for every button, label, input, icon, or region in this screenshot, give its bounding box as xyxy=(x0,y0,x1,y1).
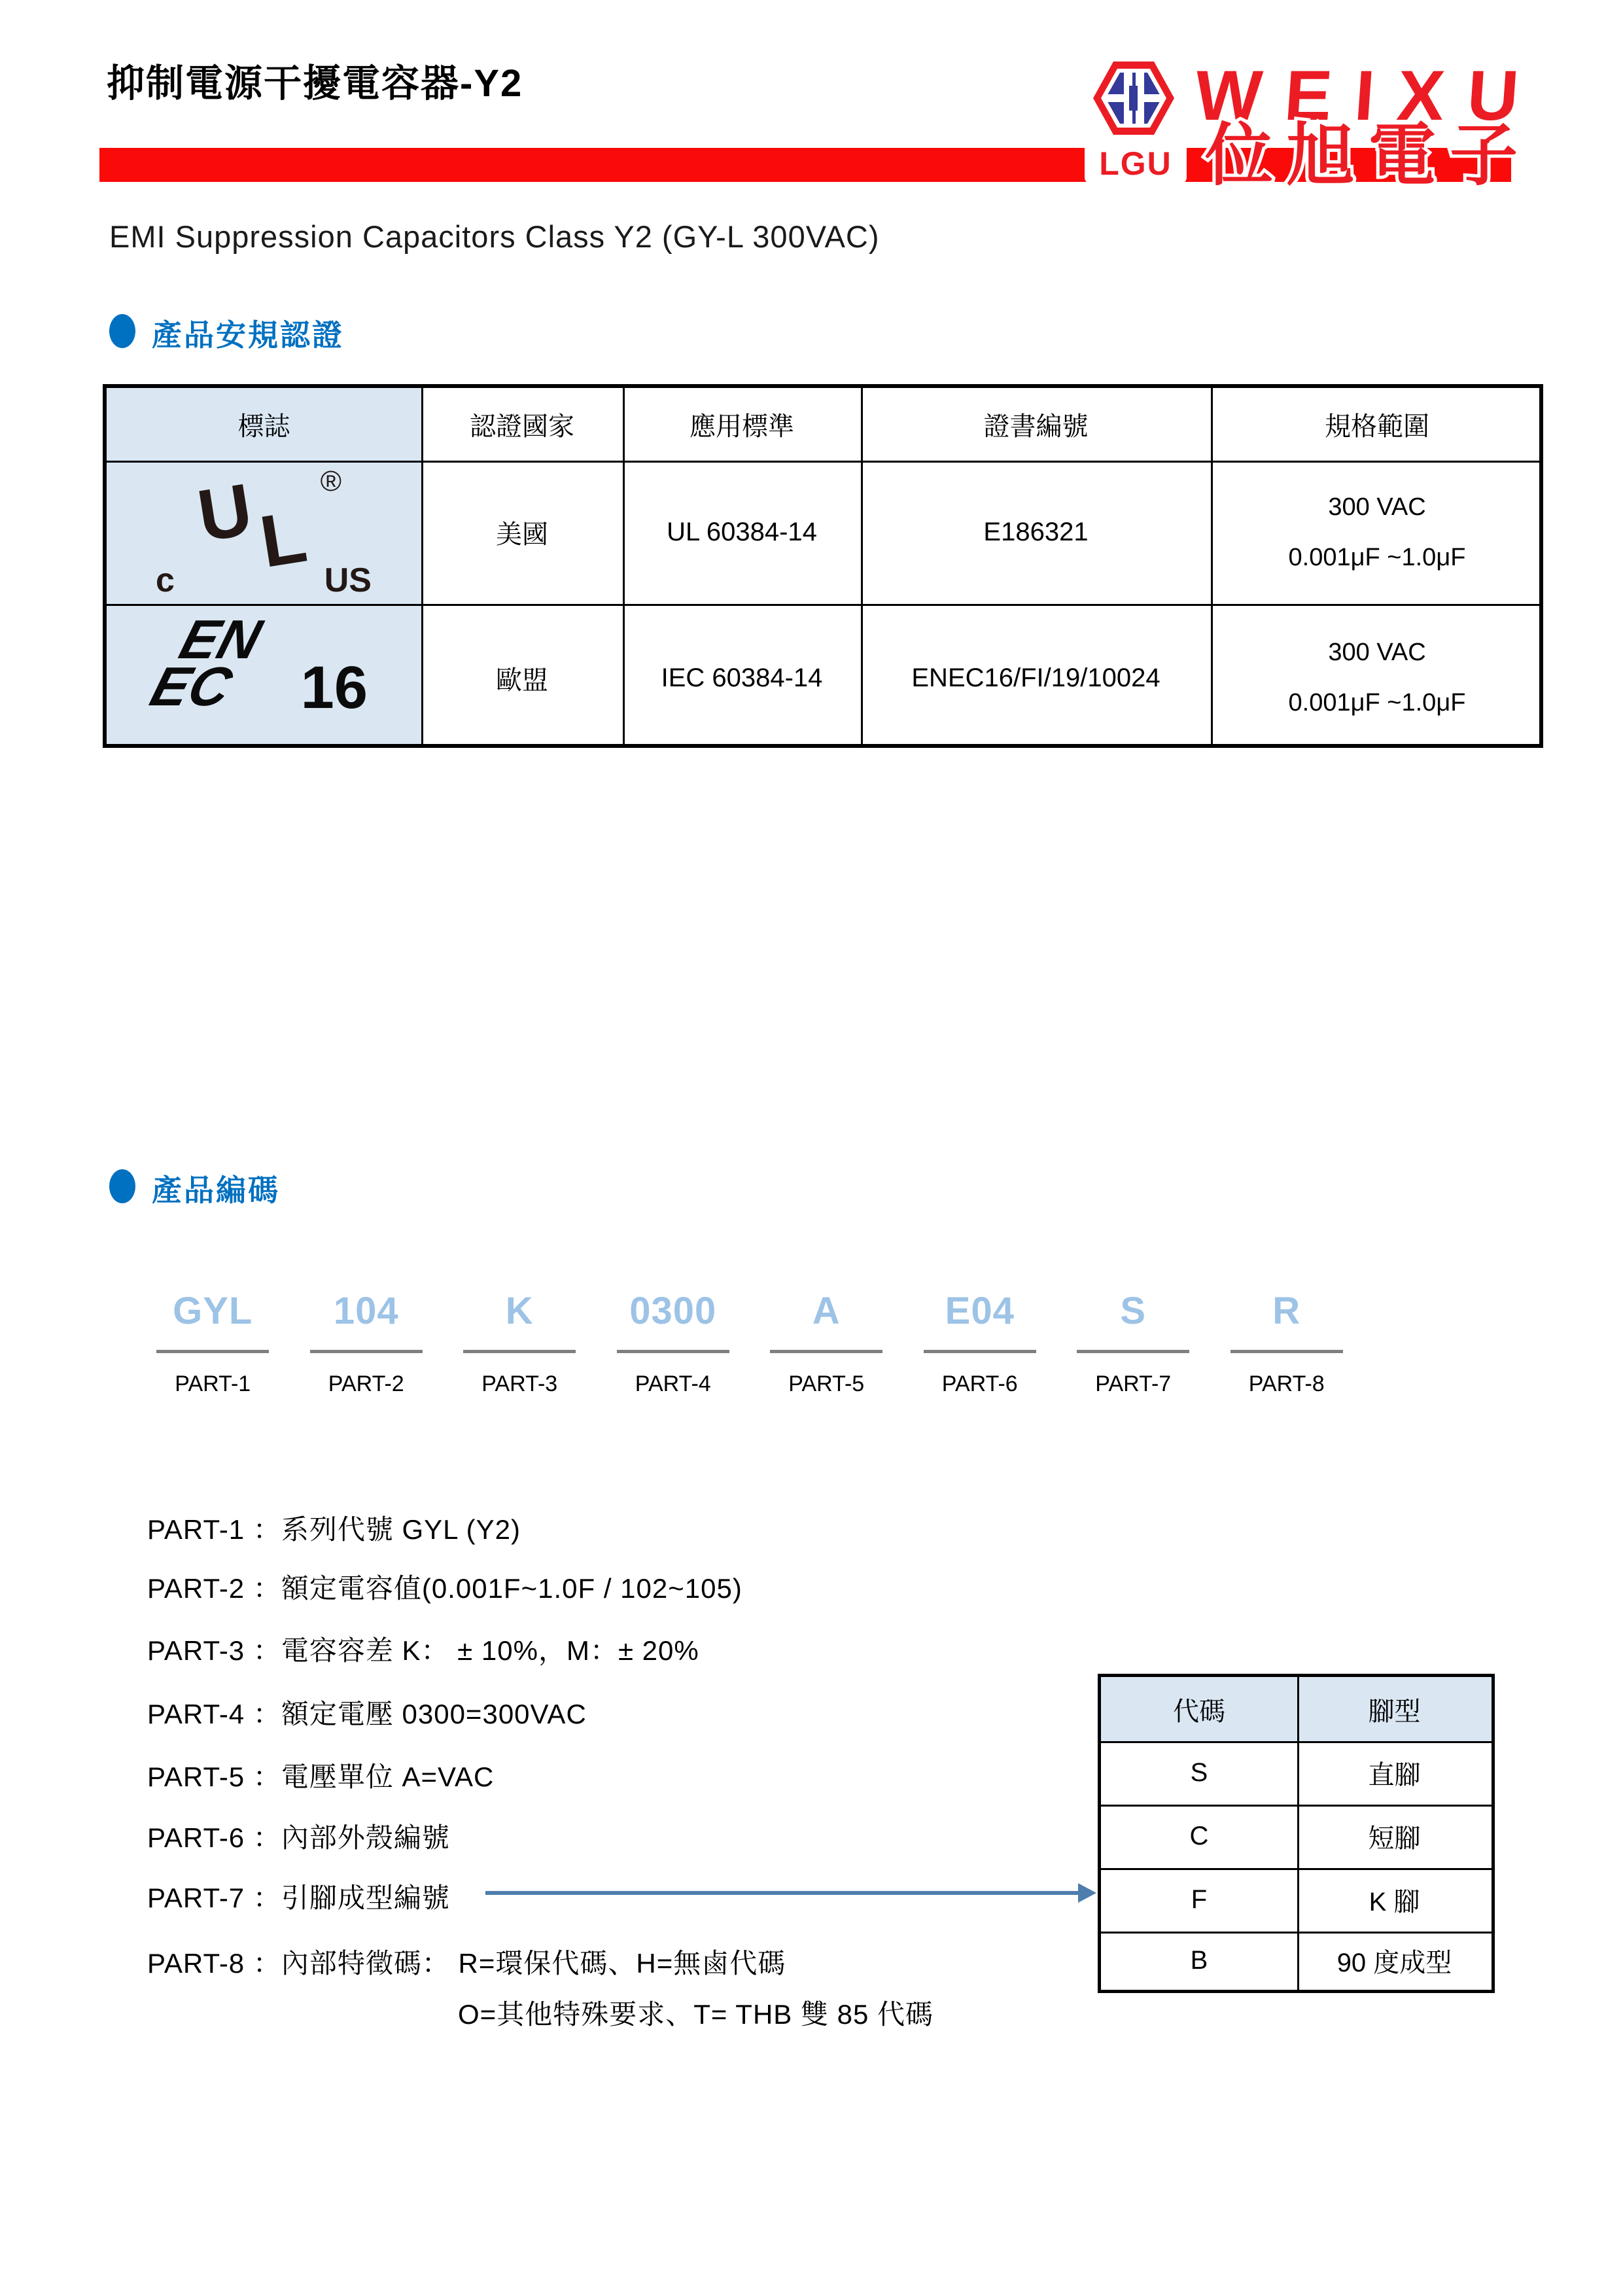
arrow-right-icon xyxy=(1078,1883,1096,1903)
page-subtitle: EMI Suppression Capacitors Class Y2 (GY-L 300VAC) xyxy=(109,219,880,254)
part-description-7: PART-7 ：引腳成型編號 xyxy=(147,1882,450,1913)
part-description-4: PART-4 ：額定電壓 0300=300VAC xyxy=(147,1699,587,1729)
cert-row-country: 美國 xyxy=(496,520,548,549)
part-code-item: 104 PART-2 xyxy=(290,1286,444,1430)
pin-row-code: B xyxy=(1190,1946,1208,1975)
pin-col-header-style: 腳型 xyxy=(1368,1697,1421,1726)
pin-col-header-code: 代碼 xyxy=(1173,1697,1225,1726)
cert-row-standard: UL 60384-14 xyxy=(667,518,817,546)
part-code-item: R PART-8 xyxy=(1210,1286,1364,1430)
cert-row-range: 300 VAC 0.001μF ~1.0μF xyxy=(1288,639,1466,716)
part7-connector-line xyxy=(485,1891,1079,1895)
hexagon-cross-icon xyxy=(1093,62,1174,135)
section-title-certification: 產品安規認證 xyxy=(152,318,344,352)
lgu-badge-text: LGU xyxy=(1099,145,1172,182)
logo-brand-zh: 位旭電子 xyxy=(1205,118,1532,186)
logo-brand-en: WEIXU xyxy=(1192,56,1526,135)
page-title: 抑制電源干擾電容器-Y2 xyxy=(107,62,523,105)
pin-row-style: 直腳 xyxy=(1368,1761,1421,1790)
cert-row-standard: IEC 60384-14 xyxy=(661,663,823,692)
section-bullet-icon xyxy=(109,314,135,348)
part-code-row xyxy=(136,1286,1363,1430)
pin-row-style: 90 度成型 xyxy=(1336,1949,1452,1977)
col-header-certificate: 證書編號 xyxy=(983,412,1089,441)
part-description-note: O=其他特殊要求、T= THB 雙 85 代碼 xyxy=(458,1999,934,2030)
pin-row-code: C xyxy=(1189,1822,1209,1850)
culus-mark-icon: U L c US ® xyxy=(156,465,372,599)
cert-row-certificate: E186321 xyxy=(983,518,1089,546)
cert-row-country: 歐盟 xyxy=(496,665,548,695)
part-code-item: E04 PART-6 xyxy=(903,1286,1057,1430)
pin-row-style: 短腳 xyxy=(1368,1824,1421,1853)
part-code-item: K PART-3 xyxy=(443,1286,597,1430)
part-description-3: PART-3 ：電容容差 K： ± 10%，M：± 20% xyxy=(147,1635,699,1666)
part-description-2: PART-2 ：額定電容值(0.001F~1.0F / 102~105) xyxy=(147,1573,742,1604)
part-description-6: PART-6 ：內部外殼編號 xyxy=(147,1822,450,1853)
weixu-logo xyxy=(1066,22,1540,186)
part-description-8: PART-8 ：內部特徵碼： R=環保代碼、H=無鹵代碼 xyxy=(147,1948,786,1979)
enec16-mark-icon: EN EC 16 xyxy=(144,609,368,721)
part-code-item: A PART-5 xyxy=(750,1286,903,1430)
col-header-standard: 應用標準 xyxy=(689,412,794,441)
certification-table xyxy=(103,384,1543,748)
part-code-item: GYL PART-1 xyxy=(136,1286,290,1430)
part-description-5: PART-5 ：電壓單位 A=VAC xyxy=(147,1761,495,1792)
part-code-item: 0300 PART-4 xyxy=(597,1286,750,1430)
pin-row-style: K 腳 xyxy=(1369,1888,1420,1916)
pin-style-table xyxy=(1098,1674,1495,1993)
pin-row-code: S xyxy=(1190,1758,1208,1787)
col-header-mark: 標誌 xyxy=(237,412,290,441)
section-bullet-icon xyxy=(109,1169,135,1203)
col-header-country: 認證國家 xyxy=(470,412,574,441)
cert-row-range: 300 VAC 0.001μF ~1.0μF xyxy=(1288,493,1466,571)
col-header-range: 規格範圍 xyxy=(1325,412,1429,441)
part-description-1: PART-1 ：系列代號 GYL (Y2) xyxy=(147,1514,521,1545)
part-code-item: S PART-7 xyxy=(1056,1286,1210,1430)
cert-row-certificate: ENEC16/FI/19/10024 xyxy=(911,663,1161,692)
pin-row-code: F xyxy=(1191,1885,1208,1914)
section-title-coding: 產品編碼 xyxy=(152,1173,280,1207)
